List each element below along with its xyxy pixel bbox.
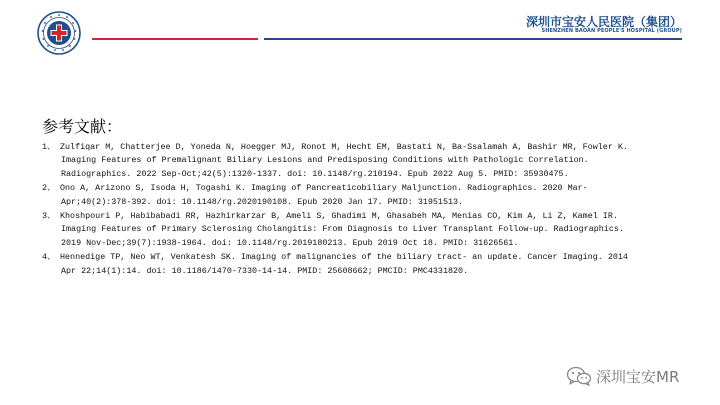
wechat-icon (566, 366, 592, 386)
reference-line: Hennedige TP, Neo WT, Venkatesh SK. Imaging of malignancies of the biliary tract- an update. Cancer Imaging. 2014 (60, 252, 628, 263)
reference-line: Khoshpouri P, Habibabadi RR, Hazhirkarzar B, Ameli S, Ghadimi M, Ghasabeh MA, Menias CO, Kim A, Li Z, Kamel IR. (60, 211, 618, 222)
hospital-name-cn: 深圳市宝安人民医院（集团） (525, 15, 682, 29)
reference-item-4 (42, 251, 682, 278)
header-rule-blue (264, 38, 682, 40)
reference-line: 2019 Nov-Dec;39(7):1938-1964. doi: 10.1148/rg.2019180213. Epub 2019 Oct 18. PMID: 31626561. (61, 237, 519, 248)
reference-line: Zulfiqar M, Chatterjee D, Yoneda N, Hoegger MJ, Ronot M, Hecht EM, Bastati N, Ba-Ssalamah A, Bashir MR, Fowler K. (60, 142, 628, 152)
reference-line: Imaging Features of Premalignant Biliary Lesions and Predisposing Conditions with Pathologic Correlation. (61, 155, 589, 166)
watermark-text: 深圳宝安MR (596, 367, 680, 386)
reference-item-1 (42, 141, 682, 181)
reference-number: 3、 (42, 211, 56, 222)
watermark (566, 366, 679, 386)
reference-line: Radiographics. 2022 Sep-Oct;42(5):1320-1337. doi: 10.1148/rg.210194. Epub 2022 Aug 5. PMID: 35930475. (61, 168, 569, 179)
reference-number: 2、 (42, 183, 56, 194)
header-rule-red (92, 38, 258, 40)
reference-item-3 (42, 210, 682, 250)
reference-item-2 (42, 182, 682, 209)
reference-line: Imaging Features of Primary Sclerosing Cholangitis: From Diagnosis to Liver Transplant Follow-up. Radiographics. (61, 224, 624, 235)
reference-line: Apr;40(2):378-392. doi: 10.1148/rg.2020190108. Epub 2020 Jan 17. PMID: 31951513. (61, 196, 464, 207)
references-heading: 参考文献： (42, 117, 123, 136)
reference-line: Apr 22;14(1):14. doi: 10.1186/1470-7330-14-14. PMID: 25608662; PMCID: PMC4331820. (61, 265, 469, 276)
reference-list (42, 141, 682, 279)
reference-number: 4、 (42, 252, 56, 263)
hospital-seal-icon (37, 11, 81, 55)
hospital-logo (37, 11, 81, 55)
reference-line: Ono A, Arizono S, Isoda H, Togashi K. Imaging of Pancreaticobiliary Maljunction. Radiographics. 2020 Mar- (60, 183, 588, 194)
hospital-name-en: SHENZHEN BAOAN PEOPLE'S HOSPITAL (GROUP) (541, 28, 682, 34)
reference-number: 1、 (42, 142, 56, 152)
